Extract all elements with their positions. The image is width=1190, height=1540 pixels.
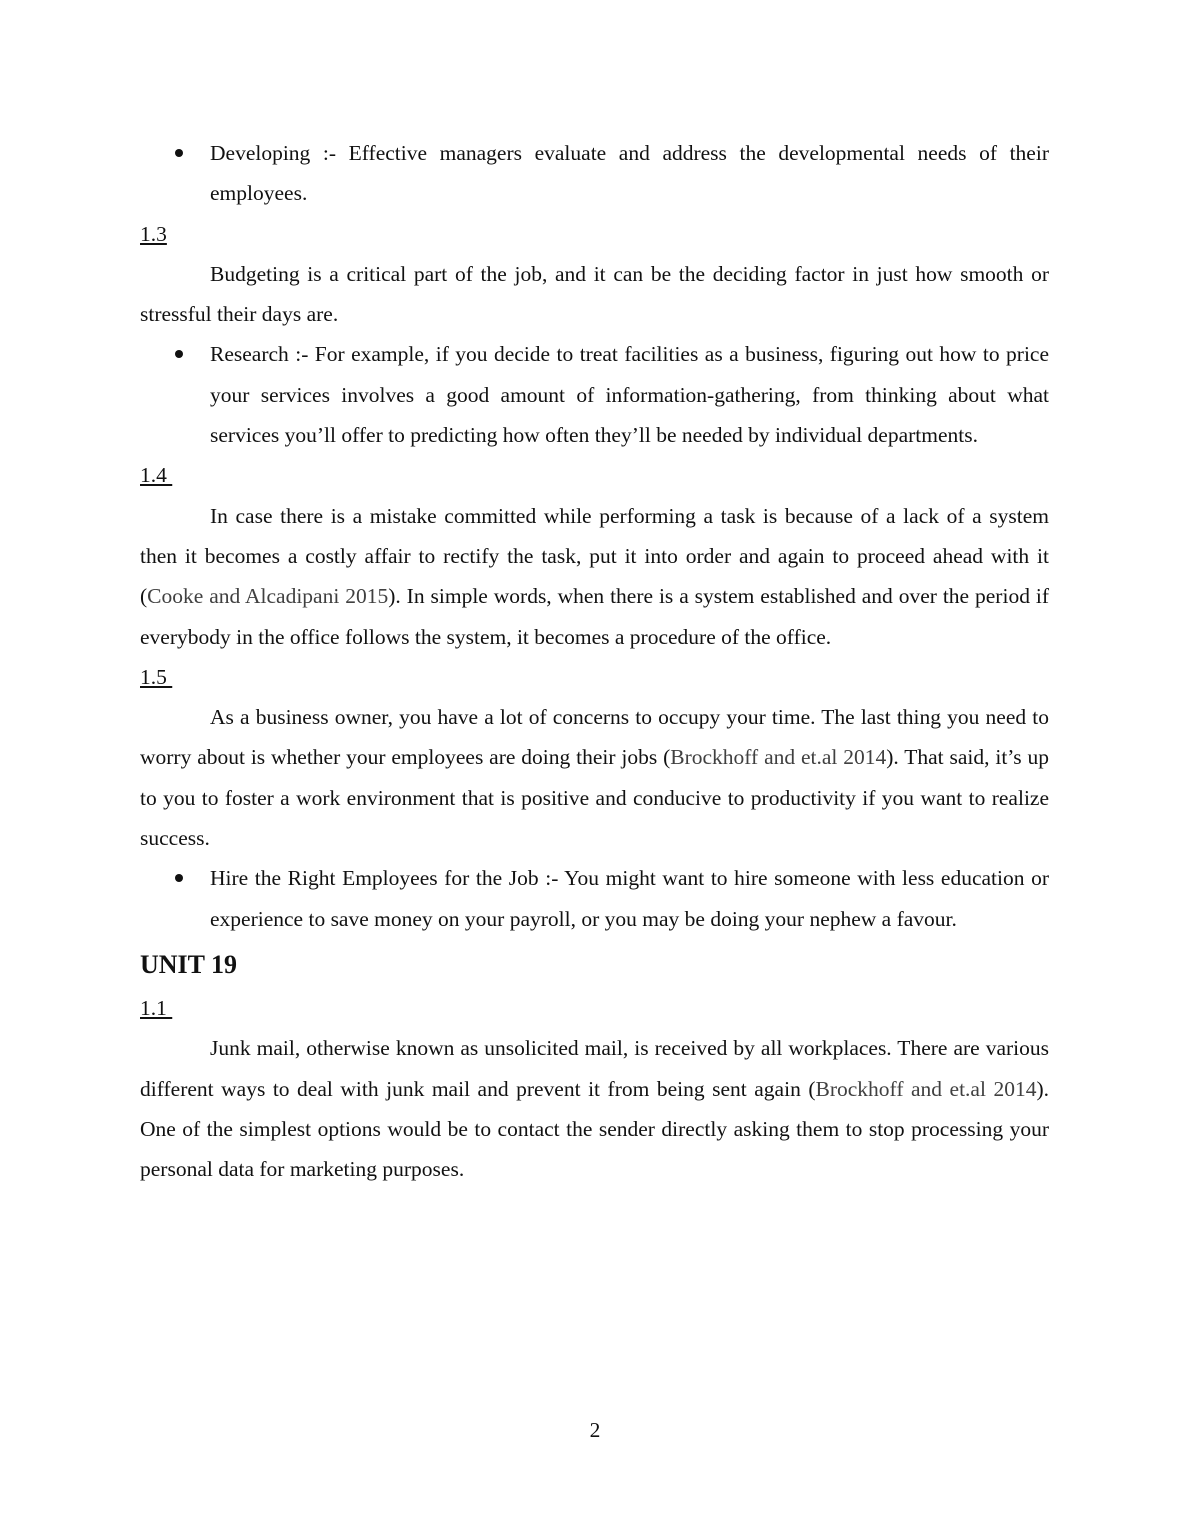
paragraph-system-text-a: In case there is a mistake committed while performing a task is because of a lack of a system then it becomes a costly affair to rectify the task, put it into order and again to proceed ahead with it ( xyxy=(140,503,1049,609)
bullet-icon xyxy=(175,874,183,882)
paragraph-business-owner-text-a: As a business owner, you have a lot of concerns to occupy your time. The last thing you need to worry about is whether your employees are doing their jobs ( xyxy=(140,705,1049,770)
paragraph-business-owner xyxy=(140,697,1049,858)
paragraph-system-text-b: ). In simple words, when there is a system established and over the period if everybody in the office follows the system, it becomes a procedure of the office. xyxy=(140,584,1049,649)
paragraph-junk-mail xyxy=(140,1028,1049,1189)
paragraph-junk-mail-text-a: Junk mail, otherwise known as unsolicited mail, is received by all workplaces. There are various different ways to deal with junk mail and prevent it from being sent again ( xyxy=(140,1036,1049,1101)
section-number-1-5: 1.5 xyxy=(140,664,173,689)
bullet-hire-text: Hire the Right Employees for the Job :- You might want to hire someone with less education or experience to save money on your payroll, or you may be doing your nephew a favour. xyxy=(210,866,1049,931)
bullet-developing-text: Developing :- Effective managers evaluate and address the developmental needs of their employees. xyxy=(210,141,1049,206)
paragraph-system xyxy=(140,496,1049,657)
citation-brockhoff: Brockhoff and et.al 2014 xyxy=(815,1076,1037,1101)
document-page xyxy=(140,133,1049,1189)
citation-brockhoff: Brockhoff and et.al 2014 xyxy=(670,745,887,770)
bullet-research xyxy=(140,334,1049,455)
paragraph-budgeting: Budgeting is a critical part of the job, and it can be the deciding factor in just how smooth or stressful their days are. xyxy=(140,261,1049,327)
unit-heading: UNIT 19 xyxy=(140,949,238,979)
paragraph-business-owner-text-b: ). That said, it’s up to you to foster a work environment that is positive and conducive to productivity if you want to realize success. xyxy=(140,745,1049,851)
bullet-research-text: Research :- For example, if you decide to treat facilities as a business, figuring out how to price your services involves a good amount of information-gathering, from thinking about what services you’ll offer to predicting how often they’ll be needed by individual departments. xyxy=(210,342,1049,448)
bullet-icon xyxy=(175,149,183,157)
paragraph-junk-mail-text-b: ). One of the simplest options would be to contact the sender directly asking them to stop processing your personal data for marketing purposes. xyxy=(140,1076,1049,1182)
citation-cooke: Cooke and Alcadipani 2015 xyxy=(147,584,389,609)
page-number: 2 xyxy=(589,1418,601,1442)
section-number-1-3: 1.3 xyxy=(140,221,167,246)
section-number-unit19-1-1: 1.1 xyxy=(140,995,173,1020)
section-number-1-4: 1.4 xyxy=(140,463,173,488)
bullet-icon xyxy=(175,350,183,358)
bullet-developing xyxy=(140,133,1049,214)
bullet-hire xyxy=(140,858,1049,939)
